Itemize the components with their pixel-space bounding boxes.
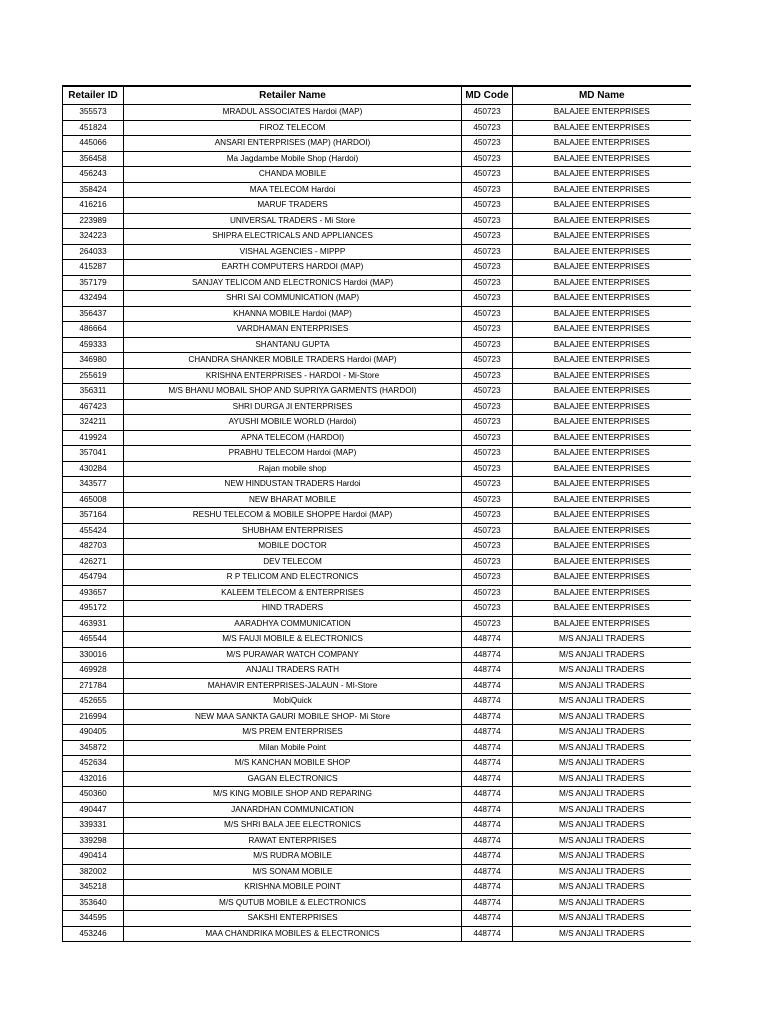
retailer-name-cell: M/S SHRI BALA JEE ELECTRONICS — [124, 818, 462, 834]
table-row — [63, 167, 691, 183]
retailer-id-cell: 264033 — [63, 244, 124, 260]
retailer-id-cell: 452634 — [63, 756, 124, 772]
md-name-cell: BALAJEE ENTERPRISES — [513, 461, 691, 477]
md-name-cell: BALAJEE ENTERPRISES — [513, 291, 691, 307]
table-row — [63, 430, 691, 446]
md-code-cell: 450723 — [462, 337, 513, 353]
retailer-name-cell: RAWAT ENTERPRISES — [124, 833, 462, 849]
table-row — [63, 477, 691, 493]
retailer-name-cell: NEW BHARAT MOBILE — [124, 492, 462, 508]
md-name-cell: M/S ANJALI TRADERS — [513, 833, 691, 849]
table-row — [63, 601, 691, 617]
retailer-name-cell: M/S FAUJI MOBILE & ELECTRONICS — [124, 632, 462, 648]
md-name-cell: BALAJEE ENTERPRISES — [513, 446, 691, 462]
md-code-cell: 450723 — [462, 306, 513, 322]
md-name-cell: M/S ANJALI TRADERS — [513, 849, 691, 865]
md-name-cell: M/S ANJALI TRADERS — [513, 756, 691, 772]
md-code-cell: 448774 — [462, 632, 513, 648]
retailer-name-cell: NEW MAA SANKTA GAURI MOBILE SHOP- Mi Store — [124, 709, 462, 725]
retailer-name-cell: MOBILE DOCTOR — [124, 539, 462, 555]
md-code-cell: 448774 — [462, 740, 513, 756]
retailer-name-cell: APNA TELECOM (HARDOI) — [124, 430, 462, 446]
table-row — [63, 787, 691, 803]
md-name-cell: BALAJEE ENTERPRISES — [513, 275, 691, 291]
retailer-id-cell: 416216 — [63, 198, 124, 214]
table-row — [63, 368, 691, 384]
md-name-cell: BALAJEE ENTERPRISES — [513, 120, 691, 136]
md-code-cell: 448774 — [462, 709, 513, 725]
table-row — [63, 213, 691, 229]
md-code-cell: 448774 — [462, 833, 513, 849]
md-name-cell: BALAJEE ENTERPRISES — [513, 570, 691, 586]
md-code-cell: 448774 — [462, 647, 513, 663]
retailer-id-cell: 486664 — [63, 322, 124, 338]
retailer-name-cell: VISHAL AGENCIES - MIPPP — [124, 244, 462, 260]
retailer-table — [62, 85, 691, 942]
table-row — [63, 585, 691, 601]
md-code-cell: 450723 — [462, 492, 513, 508]
md-code-cell: 448774 — [462, 725, 513, 741]
md-name-cell: BALAJEE ENTERPRISES — [513, 136, 691, 152]
table-body — [63, 105, 691, 942]
retailer-id-cell: 463931 — [63, 616, 124, 632]
retailer-id-cell: 426271 — [63, 554, 124, 570]
retailer-id-cell: 469928 — [63, 663, 124, 679]
header-retailer-name: Retailer Name — [124, 86, 462, 105]
header-md-code: MD Code — [462, 86, 513, 105]
table-row — [63, 523, 691, 539]
md-code-cell: 450723 — [462, 260, 513, 276]
retailer-id-cell: 467423 — [63, 399, 124, 415]
table-row — [63, 275, 691, 291]
md-name-cell: BALAJEE ENTERPRISES — [513, 554, 691, 570]
md-code-cell: 450723 — [462, 477, 513, 493]
retailer-name-cell: KHANNA MOBILE Hardoi (MAP) — [124, 306, 462, 322]
retailer-name-cell: AYUSHI MOBILE WORLD (Hardoi) — [124, 415, 462, 431]
retailer-id-cell: 415287 — [63, 260, 124, 276]
table-row — [63, 678, 691, 694]
md-code-cell: 450723 — [462, 213, 513, 229]
table-row — [63, 802, 691, 818]
retailer-name-cell: RESHU TELECOM & MOBILE SHOPPE Hardoi (MAP) — [124, 508, 462, 524]
md-name-cell: BALAJEE ENTERPRISES — [513, 539, 691, 555]
retailer-id-cell: 451824 — [63, 120, 124, 136]
md-code-cell: 450723 — [462, 229, 513, 245]
table-row — [63, 740, 691, 756]
retailer-name-cell: NEW HINDUSTAN TRADERS Hardoi — [124, 477, 462, 493]
retailer-name-cell: M/S SONAM MOBILE — [124, 864, 462, 880]
md-code-cell: 450723 — [462, 322, 513, 338]
md-code-cell: 450723 — [462, 136, 513, 152]
retailer-id-cell: 495172 — [63, 601, 124, 617]
table-row — [63, 353, 691, 369]
table-row — [63, 539, 691, 555]
retailer-id-cell: 216994 — [63, 709, 124, 725]
md-code-cell: 448774 — [462, 911, 513, 927]
table-row — [63, 864, 691, 880]
retailer-name-cell: M/S QUTUB MOBILE & ELECTRONICS — [124, 895, 462, 911]
table-row — [63, 849, 691, 865]
retailer-table-container — [62, 85, 690, 942]
table-row — [63, 492, 691, 508]
table-row — [63, 554, 691, 570]
retailer-id-cell: 324223 — [63, 229, 124, 245]
md-code-cell: 450723 — [462, 446, 513, 462]
md-code-cell: 448774 — [462, 771, 513, 787]
table-row — [63, 911, 691, 927]
md-name-cell: BALAJEE ENTERPRISES — [513, 337, 691, 353]
retailer-id-cell: 353640 — [63, 895, 124, 911]
retailer-id-cell: 357164 — [63, 508, 124, 524]
md-name-cell: M/S ANJALI TRADERS — [513, 926, 691, 942]
md-code-cell: 450723 — [462, 120, 513, 136]
md-code-cell: 450723 — [462, 430, 513, 446]
retailer-name-cell: VARDHAMAN ENTERPRISES — [124, 322, 462, 338]
md-code-cell: 448774 — [462, 678, 513, 694]
retailer-id-cell: 459333 — [63, 337, 124, 353]
table-row — [63, 306, 691, 322]
table-row — [63, 461, 691, 477]
md-name-cell: M/S ANJALI TRADERS — [513, 818, 691, 834]
retailer-name-cell: M/S BHANU MOBAIL SHOP AND SUPRIYA GARMENTS (HARDOI) — [124, 384, 462, 400]
md-code-cell: 450723 — [462, 275, 513, 291]
retailer-name-cell: SHRI SAI COMMUNICATION (MAP) — [124, 291, 462, 307]
table-row — [63, 694, 691, 710]
md-code-cell: 448774 — [462, 864, 513, 880]
md-name-cell: BALAJEE ENTERPRISES — [513, 213, 691, 229]
table-row — [63, 756, 691, 772]
retailer-id-cell: 454794 — [63, 570, 124, 586]
table-row — [63, 105, 691, 121]
retailer-id-cell: 346980 — [63, 353, 124, 369]
retailer-name-cell: ANSARI ENTERPRISES (MAP) (HARDOI) — [124, 136, 462, 152]
table-row — [63, 895, 691, 911]
md-name-cell: BALAJEE ENTERPRISES — [513, 198, 691, 214]
retailer-name-cell: MobiQuick — [124, 694, 462, 710]
retailer-name-cell: MAA TELECOM Hardoi — [124, 182, 462, 198]
md-name-cell: M/S ANJALI TRADERS — [513, 880, 691, 896]
retailer-name-cell: SHANTANU GUPTA — [124, 337, 462, 353]
md-code-cell: 450723 — [462, 616, 513, 632]
md-code-cell: 450723 — [462, 384, 513, 400]
table-row — [63, 616, 691, 632]
table-row — [63, 182, 691, 198]
md-code-cell: 448774 — [462, 663, 513, 679]
md-code-cell: 450723 — [462, 368, 513, 384]
retailer-name-cell: GAGAN ELECTRONICS — [124, 771, 462, 787]
md-name-cell: M/S ANJALI TRADERS — [513, 895, 691, 911]
md-code-cell: 450723 — [462, 198, 513, 214]
md-name-cell: BALAJEE ENTERPRISES — [513, 601, 691, 617]
table-row — [63, 260, 691, 276]
md-name-cell: BALAJEE ENTERPRISES — [513, 229, 691, 245]
table-row — [63, 663, 691, 679]
table-row — [63, 337, 691, 353]
retailer-id-cell: 430284 — [63, 461, 124, 477]
md-code-cell: 450723 — [462, 399, 513, 415]
retailer-id-cell: 456243 — [63, 167, 124, 183]
retailer-id-cell: 445066 — [63, 136, 124, 152]
md-name-cell: BALAJEE ENTERPRISES — [513, 260, 691, 276]
md-code-cell: 448774 — [462, 802, 513, 818]
retailer-name-cell: M/S KANCHAN MOBILE SHOP — [124, 756, 462, 772]
header-retailer-id: Retailer ID — [63, 86, 124, 105]
md-code-cell: 448774 — [462, 849, 513, 865]
retailer-name-cell: UNIVERSAL TRADERS - Mi Store — [124, 213, 462, 229]
retailer-id-cell: 358424 — [63, 182, 124, 198]
md-code-cell: 450723 — [462, 601, 513, 617]
table-row — [63, 725, 691, 741]
md-name-cell: BALAJEE ENTERPRISES — [513, 151, 691, 167]
retailer-id-cell: 455424 — [63, 523, 124, 539]
md-name-cell: BALAJEE ENTERPRISES — [513, 492, 691, 508]
retailer-id-cell: 344595 — [63, 911, 124, 927]
retailer-name-cell: M/S PURAWAR WATCH COMPANY — [124, 647, 462, 663]
retailer-id-cell: 330016 — [63, 647, 124, 663]
md-name-cell: M/S ANJALI TRADERS — [513, 802, 691, 818]
md-name-cell: M/S ANJALI TRADERS — [513, 787, 691, 803]
retailer-name-cell: DEV TELECOM — [124, 554, 462, 570]
md-name-cell: M/S ANJALI TRADERS — [513, 725, 691, 741]
retailer-name-cell: KRISHNA MOBILE POINT — [124, 880, 462, 896]
md-code-cell: 450723 — [462, 554, 513, 570]
table-row — [63, 926, 691, 942]
header-md-name: MD Name — [513, 86, 691, 105]
md-name-cell: BALAJEE ENTERPRISES — [513, 523, 691, 539]
table-row — [63, 415, 691, 431]
retailer-name-cell: MAHAVIR ENTERPRISES-JALAUN - MI-Store — [124, 678, 462, 694]
md-code-cell: 450723 — [462, 539, 513, 555]
md-name-cell: BALAJEE ENTERPRISES — [513, 368, 691, 384]
retailer-name-cell: MRADUL ASSOCIATES Hardoi (MAP) — [124, 105, 462, 121]
md-code-cell: 448774 — [462, 756, 513, 772]
retailer-id-cell: 432016 — [63, 771, 124, 787]
table-row — [63, 833, 691, 849]
retailer-name-cell: Milan Mobile Point — [124, 740, 462, 756]
table-row — [63, 647, 691, 663]
retailer-id-cell: 482703 — [63, 539, 124, 555]
table-row — [63, 244, 691, 260]
md-code-cell: 450723 — [462, 244, 513, 260]
retailer-name-cell: SANJAY TELICOM AND ELECTRONICS Hardoi (MAP) — [124, 275, 462, 291]
retailer-id-cell: 490405 — [63, 725, 124, 741]
retailer-name-cell: KRISHNA ENTERPRISES - HARDOI - Mi-Store — [124, 368, 462, 384]
md-name-cell: M/S ANJALI TRADERS — [513, 864, 691, 880]
retailer-name-cell: MAA CHANDRIKA MOBILES & ELECTRONICS — [124, 926, 462, 942]
md-name-cell: BALAJEE ENTERPRISES — [513, 353, 691, 369]
md-name-cell: BALAJEE ENTERPRISES — [513, 508, 691, 524]
retailer-id-cell: 356437 — [63, 306, 124, 322]
table-row — [63, 818, 691, 834]
retailer-id-cell: 452655 — [63, 694, 124, 710]
md-name-cell: M/S ANJALI TRADERS — [513, 771, 691, 787]
retailer-id-cell: 382002 — [63, 864, 124, 880]
md-name-cell: M/S ANJALI TRADERS — [513, 663, 691, 679]
table-row — [63, 322, 691, 338]
retailer-name-cell: M/S RUDRA MOBILE — [124, 849, 462, 865]
retailer-name-cell: CHANDA MOBILE — [124, 167, 462, 183]
retailer-id-cell: 356458 — [63, 151, 124, 167]
table-row — [63, 399, 691, 415]
retailer-name-cell: R P TELICOM AND ELECTRONICS — [124, 570, 462, 586]
retailer-name-cell: ANJALI TRADERS RATH — [124, 663, 462, 679]
retailer-name-cell: JANARDHAN COMMUNICATION — [124, 802, 462, 818]
retailer-id-cell: 255619 — [63, 368, 124, 384]
retailer-name-cell: FIROZ TELECOM — [124, 120, 462, 136]
md-code-cell: 450723 — [462, 508, 513, 524]
md-name-cell: BALAJEE ENTERPRISES — [513, 182, 691, 198]
retailer-name-cell: KALEEM TELECOM & ENTERPRISES — [124, 585, 462, 601]
md-code-cell: 448774 — [462, 787, 513, 803]
retailer-name-cell: SAKSHI ENTERPRISES — [124, 911, 462, 927]
md-code-cell: 450723 — [462, 570, 513, 586]
md-name-cell: BALAJEE ENTERPRISES — [513, 616, 691, 632]
md-code-cell: 450723 — [462, 353, 513, 369]
table-row — [63, 508, 691, 524]
retailer-id-cell: 465544 — [63, 632, 124, 648]
retailer-name-cell: MARUF TRADERS — [124, 198, 462, 214]
header-row — [63, 86, 691, 105]
table-row — [63, 709, 691, 725]
table-row — [63, 198, 691, 214]
md-code-cell: 448774 — [462, 926, 513, 942]
md-code-cell: 450723 — [462, 415, 513, 431]
md-code-cell: 450723 — [462, 585, 513, 601]
retailer-name-cell: CHANDRA SHANKER MOBILE TRADERS Hardoi (MAP) — [124, 353, 462, 369]
retailer-name-cell: Ma Jagdambe Mobile Shop (Hardoi) — [124, 151, 462, 167]
retailer-id-cell: 357179 — [63, 275, 124, 291]
retailer-id-cell: 357041 — [63, 446, 124, 462]
md-name-cell: BALAJEE ENTERPRISES — [513, 415, 691, 431]
table-row — [63, 120, 691, 136]
table-row — [63, 570, 691, 586]
md-name-cell: BALAJEE ENTERPRISES — [513, 105, 691, 121]
retailer-name-cell: EARTH COMPUTERS HARDOI (MAP) — [124, 260, 462, 276]
md-name-cell: BALAJEE ENTERPRISES — [513, 306, 691, 322]
table-row — [63, 151, 691, 167]
md-name-cell: BALAJEE ENTERPRISES — [513, 384, 691, 400]
retailer-id-cell: 450360 — [63, 787, 124, 803]
md-code-cell: 450723 — [462, 105, 513, 121]
table-row — [63, 632, 691, 648]
md-name-cell: BALAJEE ENTERPRISES — [513, 322, 691, 338]
md-code-cell: 450723 — [462, 461, 513, 477]
retailer-id-cell: 493657 — [63, 585, 124, 601]
retailer-name-cell: M/S KING MOBILE SHOP AND REPARING — [124, 787, 462, 803]
md-name-cell: BALAJEE ENTERPRISES — [513, 477, 691, 493]
md-name-cell: BALAJEE ENTERPRISES — [513, 399, 691, 415]
md-name-cell: BALAJEE ENTERPRISES — [513, 430, 691, 446]
retailer-name-cell: PRABHU TELECOM Hardoi (MAP) — [124, 446, 462, 462]
retailer-id-cell: 271784 — [63, 678, 124, 694]
md-code-cell: 450723 — [462, 523, 513, 539]
retailer-id-cell: 343577 — [63, 477, 124, 493]
md-name-cell: M/S ANJALI TRADERS — [513, 678, 691, 694]
table-row — [63, 384, 691, 400]
retailer-id-cell: 356311 — [63, 384, 124, 400]
retailer-name-cell: Rajan mobile shop — [124, 461, 462, 477]
retailer-id-cell: 465008 — [63, 492, 124, 508]
md-name-cell: BALAJEE ENTERPRISES — [513, 244, 691, 260]
md-code-cell: 450723 — [462, 182, 513, 198]
table-row — [63, 880, 691, 896]
md-name-cell: M/S ANJALI TRADERS — [513, 632, 691, 648]
retailer-id-cell: 490447 — [63, 802, 124, 818]
retailer-name-cell: SHIPRA ELECTRICALS AND APPLIANCES — [124, 229, 462, 245]
md-code-cell: 448774 — [462, 880, 513, 896]
retailer-id-cell: 339331 — [63, 818, 124, 834]
md-name-cell: M/S ANJALI TRADERS — [513, 647, 691, 663]
table-row — [63, 771, 691, 787]
table-row — [63, 291, 691, 307]
md-code-cell: 450723 — [462, 151, 513, 167]
md-name-cell: M/S ANJALI TRADERS — [513, 911, 691, 927]
retailer-id-cell: 432494 — [63, 291, 124, 307]
retailer-name-cell: HIND TRADERS — [124, 601, 462, 617]
md-name-cell: M/S ANJALI TRADERS — [513, 694, 691, 710]
retailer-id-cell: 419924 — [63, 430, 124, 446]
md-code-cell: 448774 — [462, 818, 513, 834]
md-code-cell: 448774 — [462, 895, 513, 911]
table-row — [63, 446, 691, 462]
retailer-id-cell: 490414 — [63, 849, 124, 865]
md-name-cell: BALAJEE ENTERPRISES — [513, 167, 691, 183]
md-name-cell: M/S ANJALI TRADERS — [513, 709, 691, 725]
retailer-id-cell: 345218 — [63, 880, 124, 896]
md-code-cell: 448774 — [462, 694, 513, 710]
table-row — [63, 136, 691, 152]
retailer-id-cell: 345872 — [63, 740, 124, 756]
retailer-id-cell: 355573 — [63, 105, 124, 121]
md-name-cell: BALAJEE ENTERPRISES — [513, 585, 691, 601]
retailer-id-cell: 339298 — [63, 833, 124, 849]
md-name-cell: M/S ANJALI TRADERS — [513, 740, 691, 756]
retailer-name-cell: AARADHYA COMMUNICATION — [124, 616, 462, 632]
md-code-cell: 450723 — [462, 291, 513, 307]
retailer-id-cell: 453246 — [63, 926, 124, 942]
md-code-cell: 450723 — [462, 167, 513, 183]
retailer-name-cell: M/S PREM ENTERPRISES — [124, 725, 462, 741]
retailer-id-cell: 223989 — [63, 213, 124, 229]
retailer-id-cell: 324211 — [63, 415, 124, 431]
retailer-name-cell: SHUBHAM ENTERPRISES — [124, 523, 462, 539]
table-row — [63, 229, 691, 245]
retailer-name-cell: SHRI DURGA JI ENTERPRISES — [124, 399, 462, 415]
